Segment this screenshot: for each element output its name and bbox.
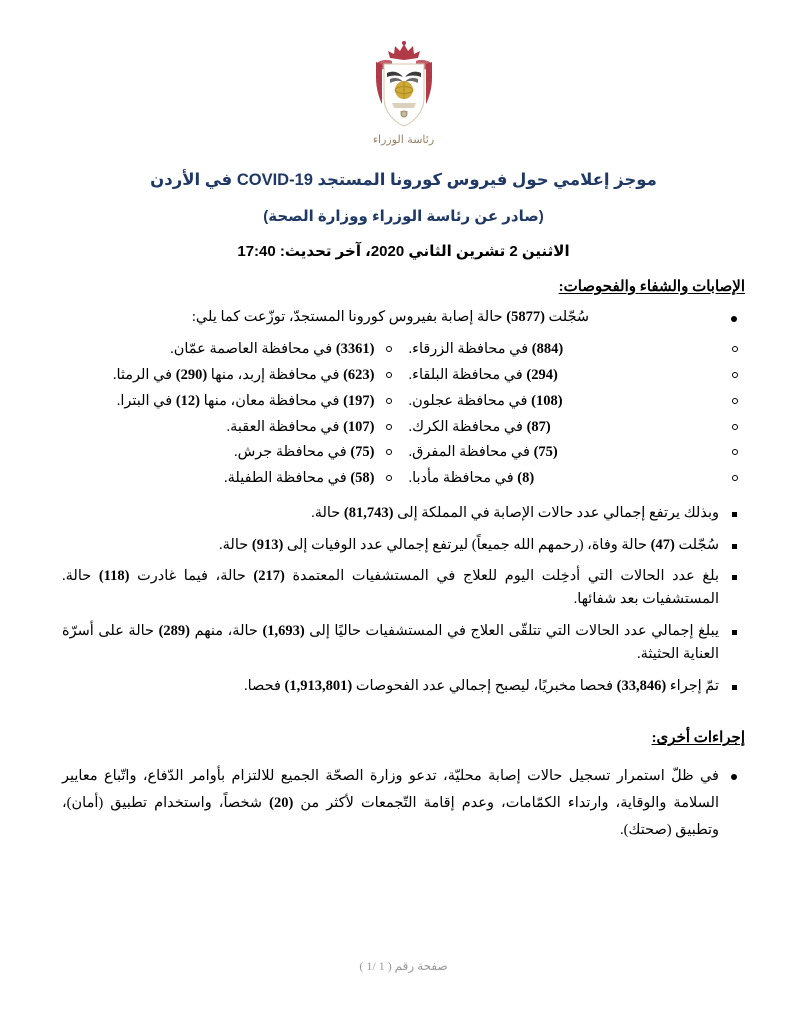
page-number-footer: صفحة رقم ( 1 /1 ) <box>359 959 448 973</box>
page-subtitle: (صادر عن رئاسة الوزراء ووزارة الصحة) <box>263 207 544 225</box>
list-item: (75) في محافظة جرش. <box>62 440 399 466</box>
list-item: (8) في محافظة مأدبا. <box>409 466 746 492</box>
figure: (47) <box>650 536 675 553</box>
list-item: (3361) في محافظة العاصمة عمّان. <box>62 337 399 363</box>
figure: (108) <box>531 392 563 409</box>
list-item: (87) في محافظة الكرك. <box>409 415 746 441</box>
figure: (75) <box>533 444 558 461</box>
figure: 17:40 <box>237 242 276 260</box>
figure: (290) <box>175 367 208 384</box>
figure: (884) <box>531 341 564 358</box>
section-heading-other-measures-label: إجراءات أخرى: <box>651 730 745 747</box>
figure: (289) <box>158 622 191 639</box>
governorate-breakdown-list <box>62 337 745 492</box>
figure: (33,846) <box>616 677 667 694</box>
list-item: (107) في محافظة العقبة. <box>62 415 399 441</box>
figure: (58) <box>350 470 375 487</box>
figure: (107) <box>343 418 375 435</box>
figure: (3361) <box>335 341 375 358</box>
jordan-coat-of-arms-icon <box>362 40 446 132</box>
figure: (913) <box>251 536 284 553</box>
letterhead <box>62 40 745 146</box>
figure: (8) <box>517 470 535 487</box>
list-item: (108) في محافظة عجلون. <box>409 389 746 415</box>
figure: (20) <box>269 795 294 812</box>
list-item: (623) في محافظة إربد، منها (290) في الرمثا. <box>62 363 399 389</box>
other-measures-list <box>62 763 745 843</box>
cases-statistics-list <box>62 502 745 698</box>
figure: (1,693) <box>262 622 305 639</box>
figure: (81,743) <box>343 505 394 522</box>
list-item: (75) في محافظة المفرق. <box>409 440 746 466</box>
figure: (12) <box>175 392 201 409</box>
emblem-caption: رئاسة الوزراء <box>372 133 435 146</box>
list-item: (197) في محافظة معان، منها (12) في البترا. <box>62 389 399 415</box>
figure: (87) <box>526 418 551 435</box>
figure: (5877) <box>506 308 545 325</box>
figure: (1,913,801) <box>284 677 353 694</box>
list-item: تمّ إجراء (33,846) فحصا مخبريًا، ليصبح إجمالي عدد الفحوصات (1,913,801) فحصا. <box>62 675 745 698</box>
list-item: سُجّلت (5877) حالة إصابة بفيروس كورونا المستجدّ، توزّعت كما يلي: <box>62 306 745 329</box>
list-item: (294) في محافظة البلقاء. <box>409 363 746 389</box>
figure: (294) <box>526 367 558 384</box>
figure: (75) <box>350 444 375 461</box>
figure: (623) <box>343 367 375 384</box>
section-heading-cases <box>62 277 745 296</box>
list-item: (58) في محافظة الطفيلة. <box>62 466 399 492</box>
page-title: موجز إعلامي حول فيروس كورونا المستجد COVID-19 في الأردن <box>150 171 657 189</box>
last-update-line: الاثنين 2 تشرين الثاني 2020، آخر تحديث: 17:40 <box>237 242 570 260</box>
list-item: وبذلك يرتفع إجمالي عدد حالات الإصابة في المملكة إلى (81,743) حالة. <box>62 502 745 525</box>
figure: (217) <box>253 567 285 584</box>
list-item: بلغ عدد الحالات التي أدخِلت اليوم للعلاج في المستشفيات المعتمدة (217) حالة، فيما غادرت (118) حالة. المستشفيات بعد شفائها. <box>62 565 745 612</box>
figure: (197) <box>343 392 375 409</box>
list-item: يبلغ إجمالي عدد الحالات التي تتلقّى العلاج في المستشفيات حاليًا إلى (1,693) حالة، منهم (289) حالة على أسرّة العناية الحثيثة. <box>62 620 745 667</box>
list-item: في ظلّ استمرار تسجيل حالات إصابة محليّة، تدعو وزارة الصحّة الجميع للالتزام بأوامر الدّفاع، واتّباع معايير السلامة والوقاية، وارتداء الكمّامات، وعدم إقامة التّجمعات لأكثر من (20) شخصاً، واستخدام تطبيق (أمان)، وتطبيق (صحتك). <box>62 763 745 843</box>
section-heading-other-measures <box>62 728 745 747</box>
list-item: (884) في محافظة الزرقاء. <box>409 337 746 363</box>
list-item: سُجّلت (47) حالة وفاة، (رحمهم الله جميعاً) ليرتفع إجمالي عدد الوفيات إلى (913) حالة. <box>62 534 745 557</box>
cases-lead-list <box>62 306 745 329</box>
figure: (118) <box>98 567 130 584</box>
section-heading-cases-label: الإصابات والشفاء والفحوصات: <box>558 278 745 295</box>
